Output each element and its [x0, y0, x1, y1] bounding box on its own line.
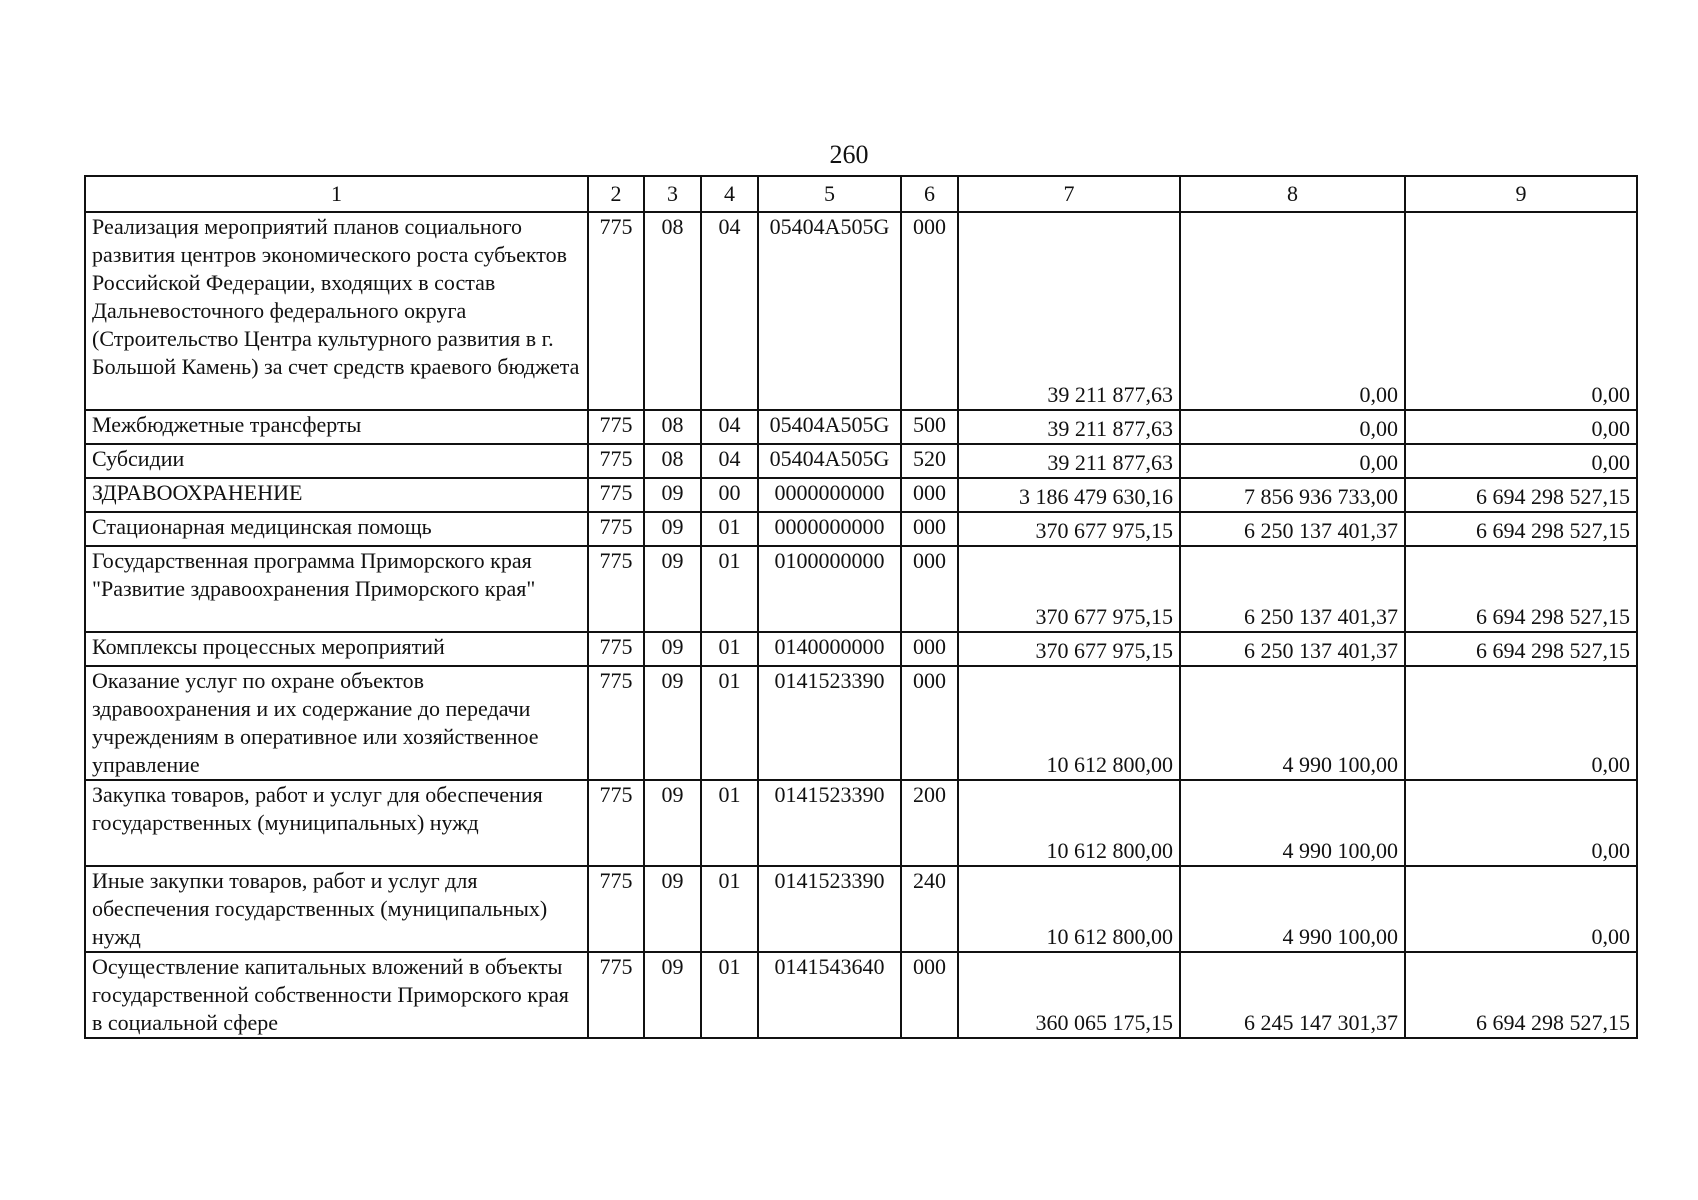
column-header: 7 [958, 176, 1180, 212]
target-code: 05404А505G [758, 410, 901, 444]
page-number: 260 [829, 140, 869, 169]
section-code: 09 [644, 666, 701, 780]
expense-type-code: 000 [901, 952, 958, 1038]
ministry-code: 775 [588, 666, 644, 780]
amount-col9: 0,00 [1405, 780, 1637, 866]
row-name: Государственная программа Приморского края "Развитие здравоохранения Приморского края" [85, 546, 588, 632]
amount-col8: 4 990 100,00 [1180, 866, 1405, 952]
amount-col9: 0,00 [1405, 866, 1637, 952]
amount-col9: 6 694 298 527,15 [1405, 632, 1637, 666]
target-code: 0141523390 [758, 666, 901, 780]
expense-type-code: 000 [901, 632, 958, 666]
section-code: 09 [644, 780, 701, 866]
subsection-code: 00 [701, 478, 758, 512]
expense-type-code: 520 [901, 444, 958, 478]
ministry-code: 775 [588, 632, 644, 666]
row-name: Субсидии [85, 444, 588, 478]
ministry-code: 775 [588, 780, 644, 866]
amount-col7: 370 677 975,15 [958, 546, 1180, 632]
amount-col8: 6 245 147 301,37 [1180, 952, 1405, 1038]
column-header: 5 [758, 176, 901, 212]
table-row [85, 666, 1637, 780]
amount-col7: 370 677 975,15 [958, 512, 1180, 546]
amount-col8: 6 250 137 401,37 [1180, 632, 1405, 666]
amount-col7: 10 612 800,00 [958, 866, 1180, 952]
amount-col9: 6 694 298 527,15 [1405, 952, 1637, 1038]
target-code: 0141523390 [758, 866, 901, 952]
target-code: 0100000000 [758, 546, 901, 632]
amount-col8: 0,00 [1180, 212, 1405, 410]
expense-type-code: 000 [901, 478, 958, 512]
subsection-code: 04 [701, 444, 758, 478]
section-code: 09 [644, 478, 701, 512]
ministry-code: 775 [588, 866, 644, 952]
subsection-code: 04 [701, 410, 758, 444]
column-header: 9 [1405, 176, 1637, 212]
ministry-code: 775 [588, 478, 644, 512]
subsection-code: 01 [701, 632, 758, 666]
table-row [85, 866, 1637, 952]
column-header: 6 [901, 176, 958, 212]
target-code: 0000000000 [758, 478, 901, 512]
amount-col9: 0,00 [1405, 444, 1637, 478]
expense-type-code: 240 [901, 866, 958, 952]
expense-type-code: 000 [901, 212, 958, 410]
row-name: Реализация мероприятий планов социального развития центров экономического роста субъектов Российской Федерации, входящих в состав Дальневосточного федерального округа (Строительство Центра культурного развития в г. Большой Камень) за счет средств краевого бюджета [85, 212, 588, 410]
amount-col9: 0,00 [1405, 212, 1637, 410]
row-name: Оказание услуг по охране объектов здравоохранения и их содержание до передачи учреждениям в оперативное или хозяйственное управление [85, 666, 588, 780]
ministry-code: 775 [588, 212, 644, 410]
section-code: 09 [644, 512, 701, 546]
column-header: 2 [588, 176, 644, 212]
amount-col8: 0,00 [1180, 410, 1405, 444]
subsection-code: 01 [701, 780, 758, 866]
ministry-code: 775 [588, 952, 644, 1038]
amount-col9: 6 694 298 527,15 [1405, 478, 1637, 512]
subsection-code: 01 [701, 866, 758, 952]
amount-col8: 7 856 936 733,00 [1180, 478, 1405, 512]
table-row [85, 478, 1637, 512]
section-code: 08 [644, 410, 701, 444]
expense-type-code: 200 [901, 780, 958, 866]
row-name: ЗДРАВООХРАНЕНИЕ [85, 478, 588, 512]
amount-col9: 0,00 [1405, 666, 1637, 780]
table-row [85, 952, 1637, 1038]
subsection-code: 01 [701, 546, 758, 632]
amount-col7: 360 065 175,15 [958, 952, 1180, 1038]
section-code: 09 [644, 632, 701, 666]
amount-col7: 39 211 877,63 [958, 410, 1180, 444]
row-name: Закупка товаров, работ и услуг для обеспечения государственных (муниципальных) нужд [85, 780, 588, 866]
target-code: 0141523390 [758, 780, 901, 866]
expense-type-code: 000 [901, 546, 958, 632]
row-name: Межбюджетные трансферты [85, 410, 588, 444]
ministry-code: 775 [588, 444, 644, 478]
column-header: 4 [701, 176, 758, 212]
section-code: 09 [644, 952, 701, 1038]
subsection-code: 04 [701, 212, 758, 410]
table-row [85, 632, 1637, 666]
column-header: 8 [1180, 176, 1405, 212]
amount-col8: 6 250 137 401,37 [1180, 546, 1405, 632]
amount-col7: 39 211 877,63 [958, 444, 1180, 478]
expense-type-code: 500 [901, 410, 958, 444]
section-code: 08 [644, 212, 701, 410]
amount-col9: 0,00 [1405, 410, 1637, 444]
table-row [85, 780, 1637, 866]
amount-col7: 10 612 800,00 [958, 780, 1180, 866]
target-code: 0140000000 [758, 632, 901, 666]
expense-type-code: 000 [901, 512, 958, 546]
target-code: 05404А505G [758, 444, 901, 478]
amount-col8: 4 990 100,00 [1180, 666, 1405, 780]
amount-col7: 10 612 800,00 [958, 666, 1180, 780]
column-header: 3 [644, 176, 701, 212]
amount-col9: 6 694 298 527,15 [1405, 512, 1637, 546]
row-name: Комплексы процессных мероприятий [85, 632, 588, 666]
column-header: 1 [85, 176, 588, 212]
row-name: Иные закупки товаров, работ и услуг для обеспечения государственных (муниципальных) нужд [85, 866, 588, 952]
section-code: 09 [644, 546, 701, 632]
budget-table [84, 175, 1638, 1039]
subsection-code: 01 [701, 512, 758, 546]
expense-type-code: 000 [901, 666, 958, 780]
row-name: Осуществление капитальных вложений в объекты государственной собственности Приморского края в социальной сфере [85, 952, 588, 1038]
amount-col7: 3 186 479 630,16 [958, 478, 1180, 512]
subsection-code: 01 [701, 666, 758, 780]
table-header-row [85, 176, 1637, 212]
amount-col8: 4 990 100,00 [1180, 780, 1405, 866]
table-row [85, 410, 1637, 444]
table-row [85, 546, 1637, 632]
table-row [85, 444, 1637, 478]
subsection-code: 01 [701, 952, 758, 1038]
table-row [85, 512, 1637, 546]
amount-col8: 6 250 137 401,37 [1180, 512, 1405, 546]
ministry-code: 775 [588, 512, 644, 546]
row-name: Стационарная медицинская помощь [85, 512, 588, 546]
section-code: 08 [644, 444, 701, 478]
target-code: 0000000000 [758, 512, 901, 546]
target-code: 0141543640 [758, 952, 901, 1038]
amount-col7: 39 211 877,63 [958, 212, 1180, 410]
amount-col8: 0,00 [1180, 444, 1405, 478]
ministry-code: 775 [588, 546, 644, 632]
table-row [85, 212, 1637, 410]
amount-col7: 370 677 975,15 [958, 632, 1180, 666]
ministry-code: 775 [588, 410, 644, 444]
amount-col9: 6 694 298 527,15 [1405, 546, 1637, 632]
section-code: 09 [644, 866, 701, 952]
target-code: 05404А505G [758, 212, 901, 410]
